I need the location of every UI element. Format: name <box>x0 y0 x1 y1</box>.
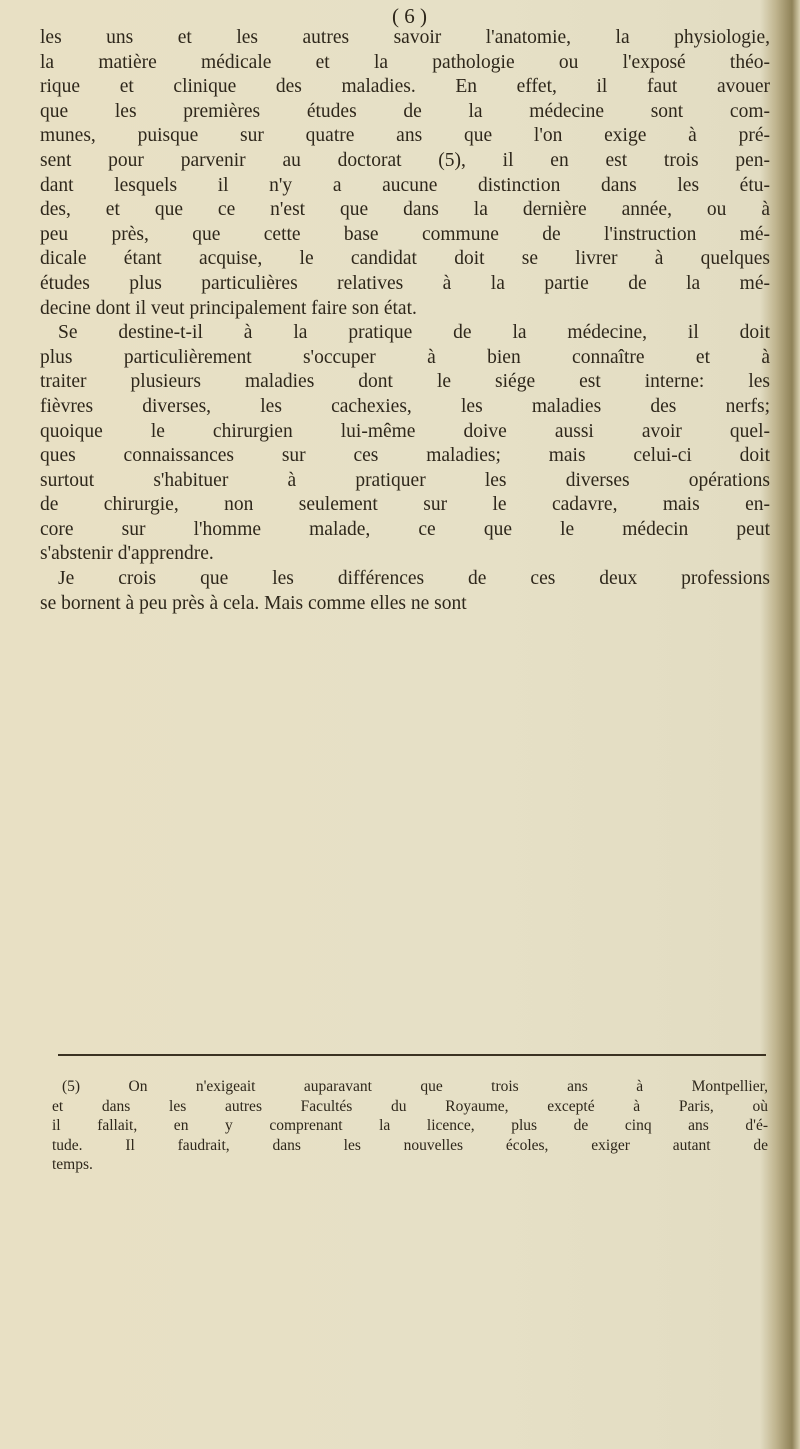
text-line: études plus particulières relatives à la partie de la mé- <box>40 272 770 294</box>
page-number: ( 6 ) <box>392 4 427 28</box>
text-line: core sur l'homme malade, ce que le médecin peut <box>40 518 770 540</box>
text-line: plus particulièrement s'occuper à bien connaître et à <box>40 346 770 368</box>
text-line: que les premières études de la médecine sont com- <box>40 100 770 122</box>
footnote-line: tude. Il faudrait, dans les nouvelles écoles, exiger autant de <box>52 1136 768 1154</box>
text-line: decine dont il veut principalement faire son état. <box>40 297 417 319</box>
text-line: dicale étant acquise, le candidat doit se livrer à quelques <box>40 248 770 270</box>
text-line: surtout s'habituer à pratiquer les diverses opérations <box>40 469 770 491</box>
body-text <box>40 26 770 616</box>
text-line: rique et clinique des maladies. En effet, il faut avouer <box>40 76 770 98</box>
text-line: munes, puisque sur quatre ans que l'on exige à pré- <box>40 125 770 147</box>
footnotes <box>52 1077 768 1175</box>
text-line: quoique le chirurgien lui-même doive aussi avoir quel- <box>40 420 770 442</box>
text-line: s'abstenir d'apprendre. <box>40 543 214 565</box>
text-line: Se destine-t-il à la pratique de la médecine, il doit <box>58 322 770 344</box>
footnote-line: il fallait, en y comprenant la licence, plus de cinq ans d'é- <box>52 1117 768 1135</box>
footnote-line: (5) On n'exigeait auparavant que trois ans à Montpellier, <box>62 1078 768 1095</box>
text-line: de chirurgie, non seulement sur le cadavre, mais en- <box>40 494 770 516</box>
text-line: fièvres diverses, les cachexies, les maladies des nerfs; <box>40 395 770 417</box>
text-line: dant lesquels il n'y a aucune distinction dans les étu- <box>40 174 770 196</box>
text-line: se bornent à peu près à cela. Mais comme elles ne sont <box>40 592 467 614</box>
footnote-line: et dans les autres Facultés du Royaume, excepté à Paris, où <box>52 1097 768 1115</box>
text-line: sent pour parvenir au doctorat (5), il en est trois pen- <box>40 149 770 171</box>
text-line: Je crois que les différences de ces deux professions <box>58 568 770 590</box>
text-line: des, et que ce n'est que dans la dernière année, ou à <box>40 199 770 221</box>
footnote-divider <box>58 1054 766 1056</box>
text-line: la matière médicale et la pathologie ou l'exposé théo- <box>40 51 770 73</box>
text-line: ques connaissances sur ces maladies; mais celui-ci doit <box>40 445 770 467</box>
text-line: peu près, que cette base commune de l'instruction mé- <box>40 223 770 245</box>
text-line: les uns et les autres savoir l'anatomie, la physiologie, <box>40 27 770 48</box>
text-line: traiter plusieurs maladies dont le siége est interne: les <box>40 371 770 393</box>
footnote-line: temps. <box>52 1156 93 1174</box>
